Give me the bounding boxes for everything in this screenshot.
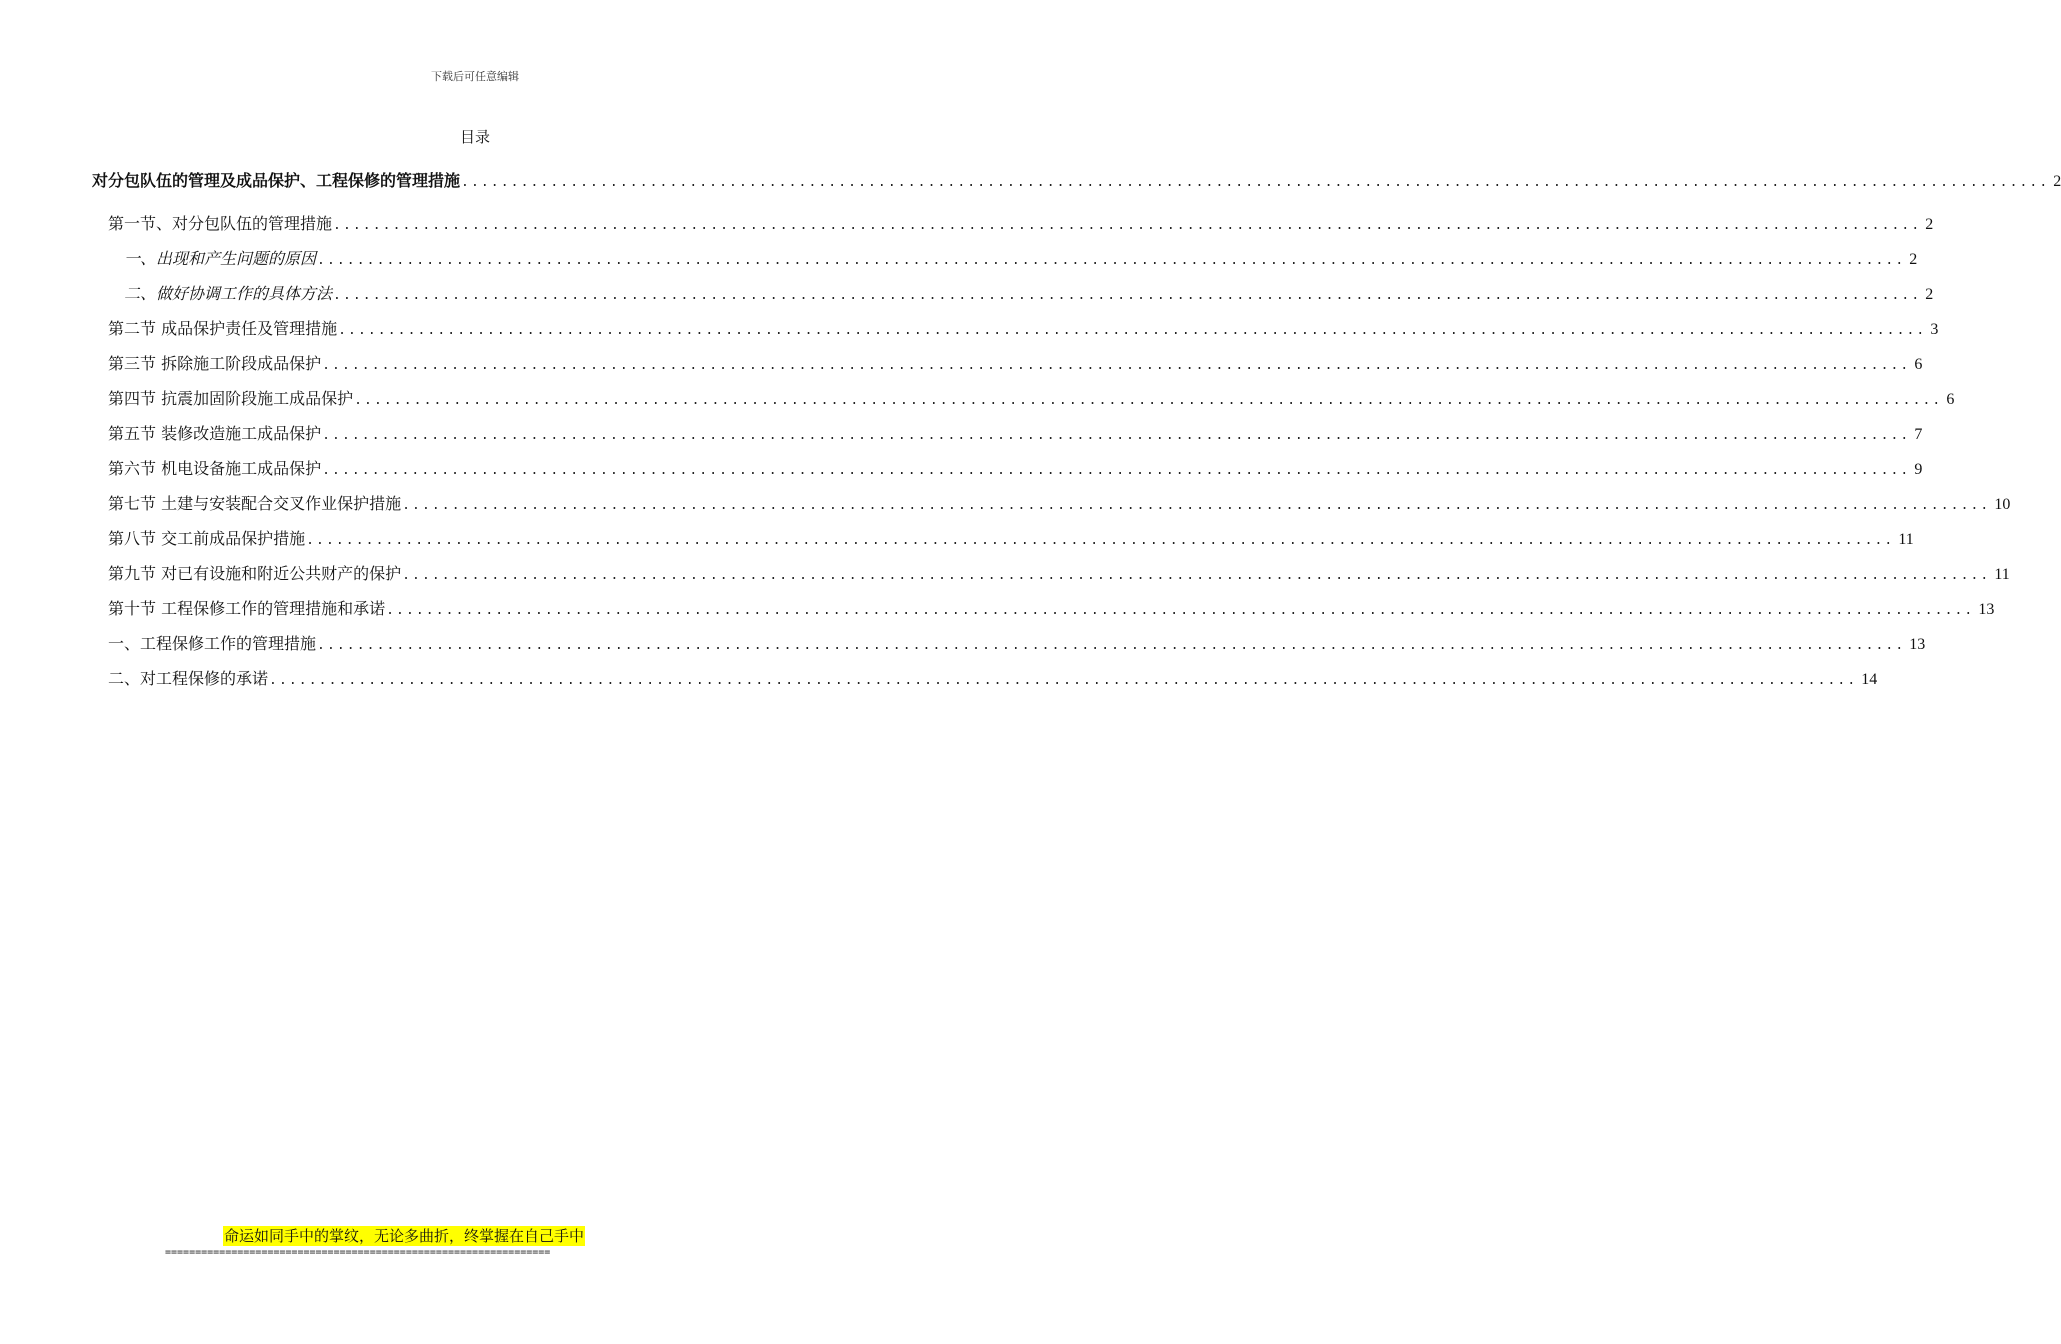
toc-entry-subsection-10-2[interactable]	[108, 668, 1878, 692]
toc-entry-subsection-1-2[interactable]	[124, 283, 1934, 307]
toc-leader-dots: ................................................................................................................................................................	[322, 463, 1911, 478]
toc-leader-dots: ................................................................................................................................................................	[402, 498, 1991, 513]
toc-leader-dots: ................................................................................................................................................................	[354, 393, 1943, 408]
toc-leader-dots: ................................................................................................................................................................	[269, 673, 1858, 688]
toc-entry-page: 10	[1994, 496, 2011, 513]
toc-entry-section-9[interactable]	[108, 563, 2010, 587]
footer-quote: 命运如同手中的掌纹，无论多曲折，终掌握在自己手中	[224, 1227, 585, 1245]
toc-title: 目录	[459, 128, 490, 146]
toc-entry-label: 二、对工程保修的承诺	[108, 669, 269, 688]
toc-entry-label: 一、出现和产生问题的原因	[124, 249, 317, 268]
toc-entry-section-2[interactable]	[108, 318, 1939, 342]
toc-entry-page: 2	[1909, 251, 1918, 268]
header-note: 下载后可任意编辑	[431, 70, 519, 83]
toc-leader-dots: ................................................................................................................................................................	[322, 428, 1911, 443]
toc-leader-dots: ................................................................................................................................................................	[333, 288, 1922, 303]
toc-entry-section-4[interactable]	[108, 388, 1955, 412]
toc-entry-label: 第二节 成品保护责任及管理措施	[108, 319, 338, 338]
toc-entry-section-6[interactable]	[108, 458, 1923, 482]
toc-entry-page: 7	[1914, 426, 1923, 443]
toc-entry-label: 第五节 装修改造施工成品保护	[108, 424, 322, 443]
toc-entry-page: 2	[2053, 173, 2061, 190]
toc-entry-label: 二、做好协调工作的具体方法	[124, 284, 333, 303]
footer-divider: ================================================================	[165, 1247, 551, 1258]
toc-entry-label: 一、工程保修工作的管理措施	[108, 634, 317, 653]
toc-entry-page: 2	[1925, 216, 1934, 233]
toc-entry-page: 13	[1978, 601, 1995, 618]
toc-entry-label: 对分包队伍的管理及成品保护、工程保修的管理措施	[92, 171, 461, 190]
toc-entry-label: 第八节 交工前成品保护措施	[108, 529, 306, 548]
toc-entry-label: 第四节 抗震加固阶段施工成品保护	[108, 389, 354, 408]
toc-entry-label: 第七节 土建与安装配合交叉作业保护措施	[108, 494, 402, 513]
toc-entry-main-heading[interactable]	[92, 170, 2061, 194]
toc-entry-page: 3	[1930, 321, 1939, 338]
toc-entry-page: 6	[1946, 391, 1955, 408]
toc-entry-section-8[interactable]	[108, 528, 1914, 552]
toc-entry-page: 13	[1909, 636, 1926, 653]
toc-entry-section-7[interactable]	[108, 493, 2011, 517]
toc-entry-page: 11	[1994, 566, 2010, 583]
toc-entry-page: 14	[1861, 671, 1878, 688]
toc-leader-dots: ................................................................................................................................................................	[317, 253, 1906, 268]
toc-entry-page: 11	[1898, 531, 1914, 548]
toc-entry-page: 2	[1925, 286, 1934, 303]
toc-entry-label: 第九节 对已有设施和附近公共财产的保护	[108, 564, 402, 583]
toc-entry-subsection-10-1[interactable]	[108, 633, 1926, 657]
toc-leader-dots: ................................................................................................................................................................	[338, 323, 1927, 338]
toc-entry-page: 9	[1914, 461, 1923, 478]
toc-entry-label: 第一节、对分包队伍的管理措施	[108, 214, 333, 233]
toc-leader-dots: ................................................................................................................................................................	[402, 568, 1991, 583]
toc-leader-dots: ................................................................................................................................................................	[386, 603, 1975, 618]
toc-entry-section-5[interactable]	[108, 423, 1923, 447]
toc-entry-section-10[interactable]	[108, 598, 1995, 622]
toc-entry-page: 6	[1914, 356, 1923, 373]
toc-entry-section-1[interactable]	[108, 213, 1934, 237]
toc-entry-label: 第三节 拆除施工阶段成品保护	[108, 354, 322, 373]
toc-leader-dots: ................................................................................................................................................................	[306, 533, 1895, 548]
toc-entry-label: 第六节 机电设备施工成品保护	[108, 459, 322, 478]
toc-leader-dots: ................................................................................................................................................................	[461, 175, 2050, 190]
toc-leader-dots: ................................................................................................................................................................	[333, 218, 1922, 233]
toc-entry-section-3[interactable]	[108, 353, 1923, 377]
toc-leader-dots: ................................................................................................................................................................	[322, 358, 1911, 373]
toc-entry-label: 第十节 工程保修工作的管理措施和承诺	[108, 599, 386, 618]
toc-leader-dots: ................................................................................................................................................................	[317, 638, 1906, 653]
toc-entry-subsection-1-1[interactable]	[124, 248, 1918, 272]
